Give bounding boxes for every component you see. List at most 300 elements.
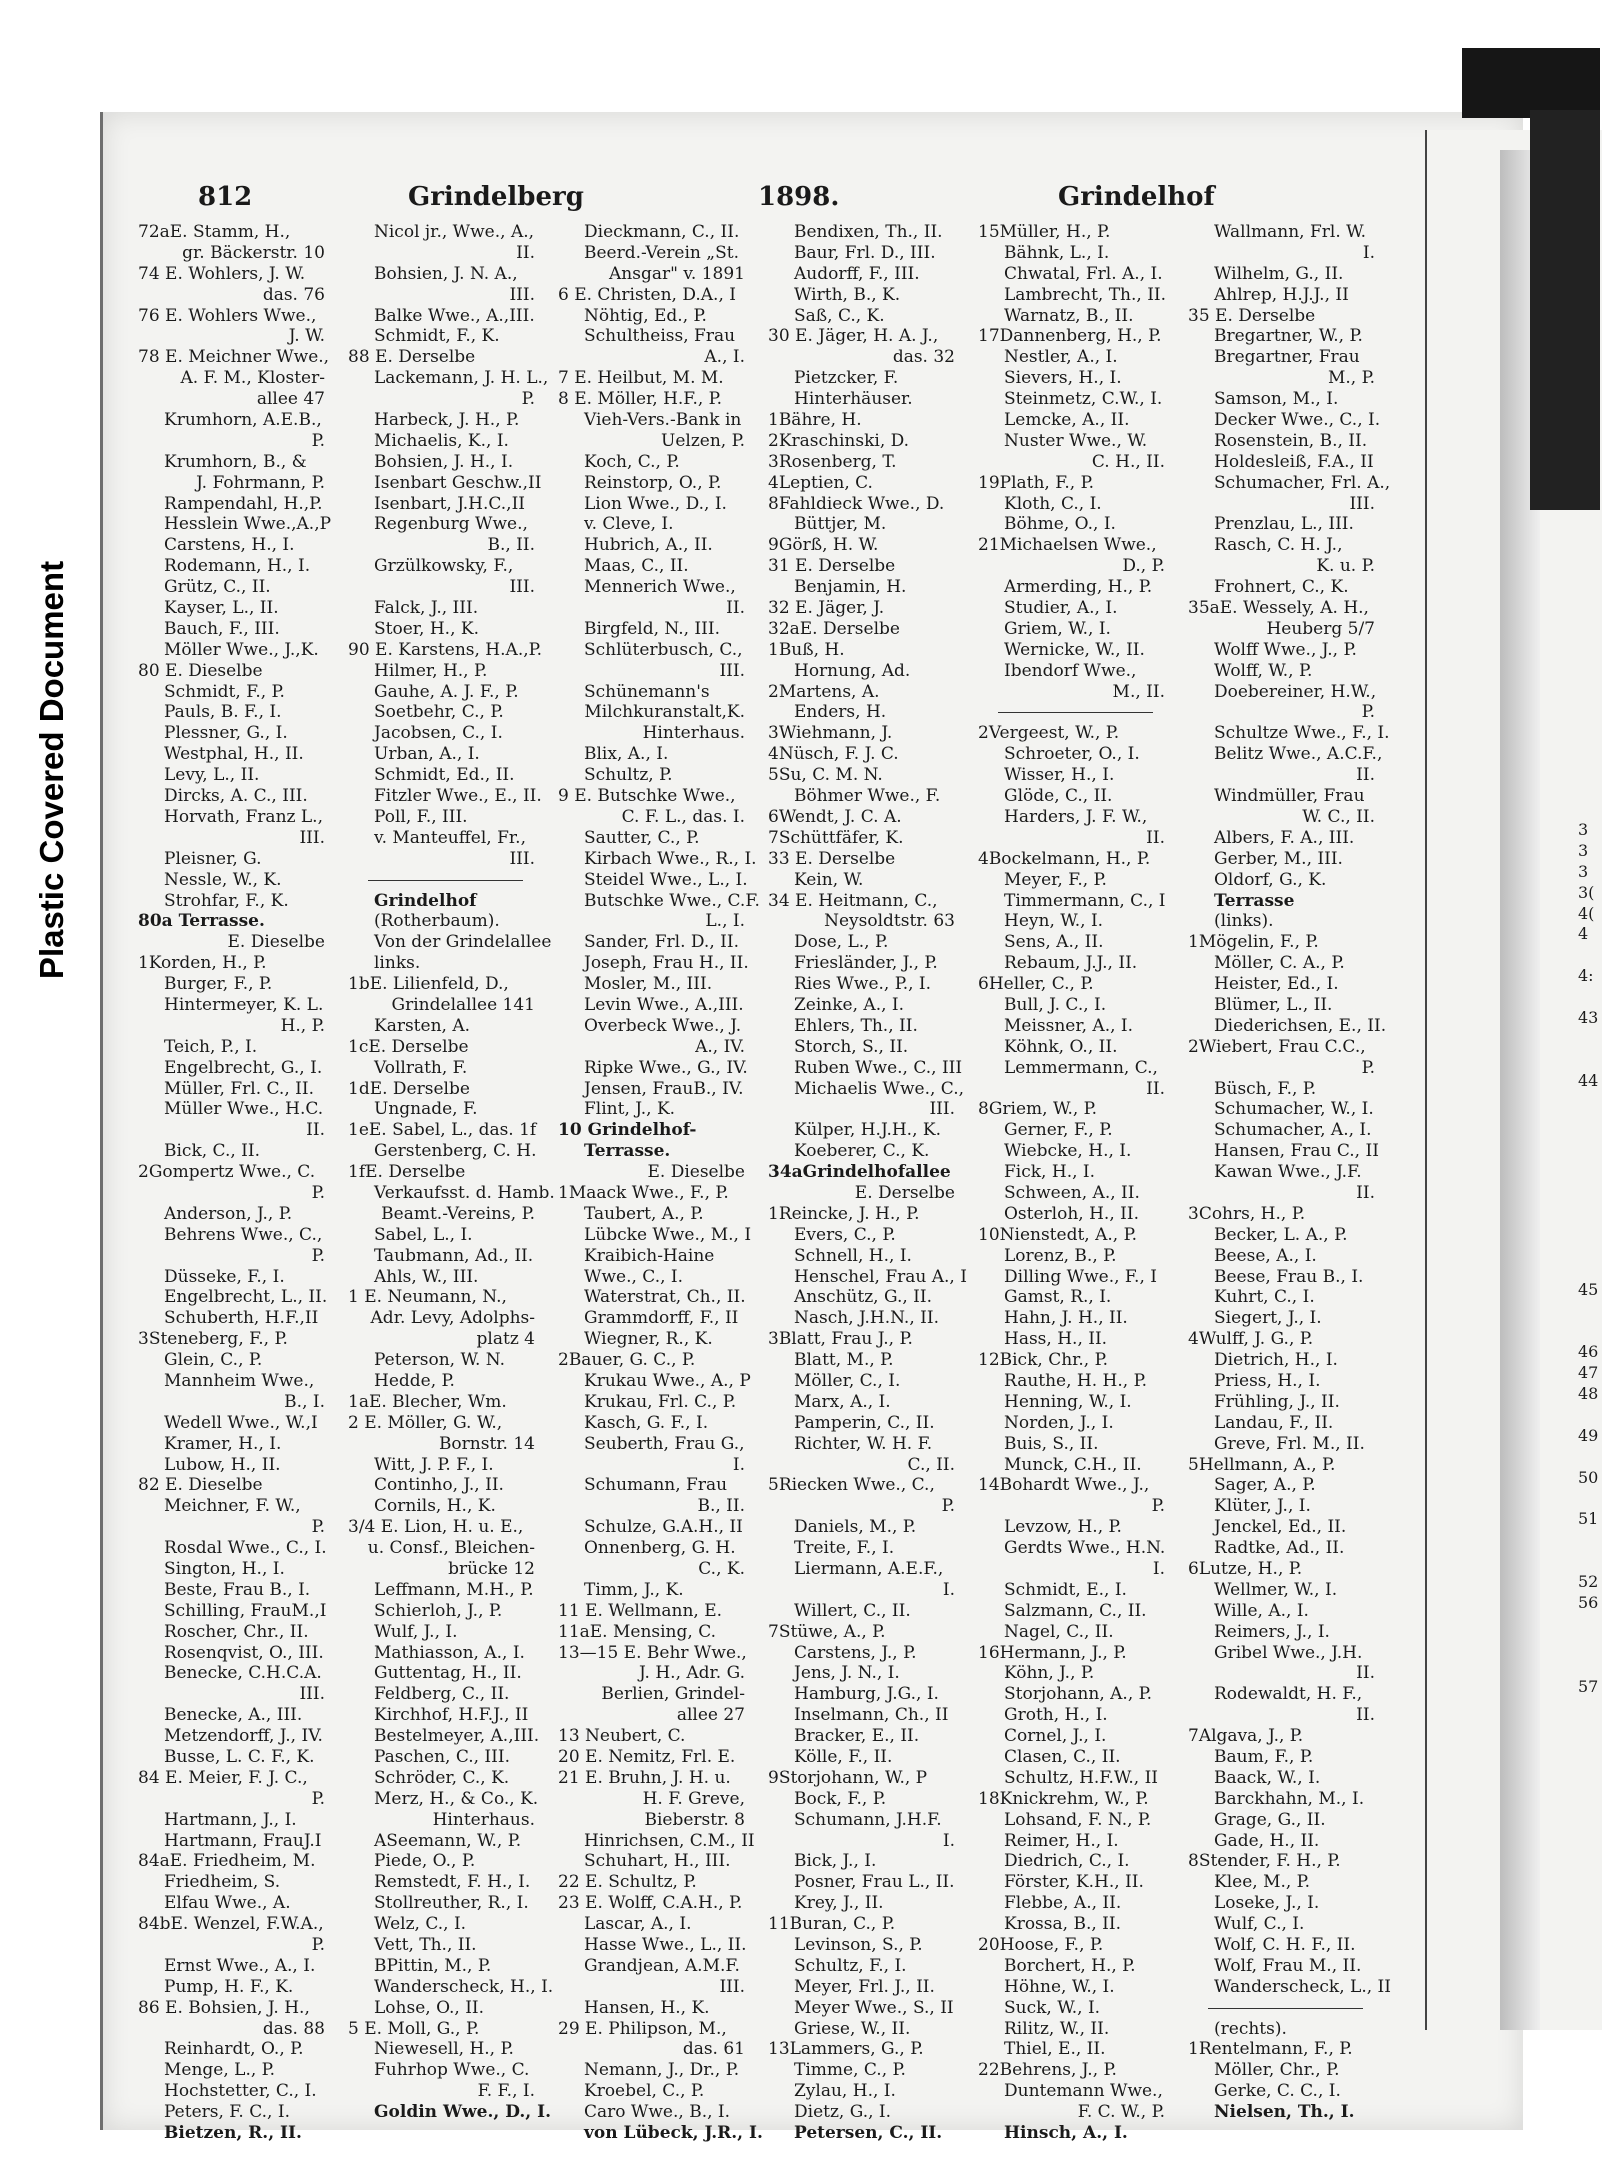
directory-entry: Köhnk, O., II. <box>1004 1036 1118 1057</box>
directory-entry: Thiel, E., II. <box>1004 2039 1106 2060</box>
directory-entry: 6Wendt, J. C. A. <box>768 806 902 827</box>
page-header <box>198 182 1378 216</box>
directory-entry: Rodewaldt, H. F., <box>1214 1684 1363 1705</box>
directory-entry: Koch, C., P. <box>584 451 680 472</box>
adjacent-page-number <box>1578 1656 1600 1677</box>
directory-entry: Westphal, H., II. <box>164 744 304 765</box>
directory-entry: 20 E. Nemitz, Frl. E. <box>558 1747 736 1768</box>
directory-entry: Enders, H. <box>794 702 887 723</box>
directory-entry: 14Bohardt Wwe., J., <box>978 1475 1150 1496</box>
directory-entry: 16Hermann, J., P. <box>978 1642 1127 1663</box>
column-2 <box>348 222 553 2123</box>
section-rule <box>978 702 1183 723</box>
adjacent-page-number <box>1578 1050 1600 1071</box>
directory-entry: B., I. <box>284 1391 325 1412</box>
directory-entry: Kloth, C., I. <box>1004 493 1102 514</box>
directory-entry: Hinterhaus. <box>432 1809 535 1830</box>
directory-entry: Reinhardt, O., P. <box>164 2039 304 2060</box>
directory-entry: III. <box>1349 493 1375 514</box>
directory-entry: Harbeck, J. H., P. <box>374 410 520 431</box>
directory-entry: Remstedt, F. H., I. <box>374 1872 531 1893</box>
directory-entry: 6Heller, C., P. <box>978 974 1094 995</box>
directory-entry: Wiebcke, H., I. <box>1004 1141 1132 1162</box>
directory-entry: Nöhtig, Ed., P. <box>584 305 707 326</box>
directory-entry: 78 E. Meichner Wwe., <box>138 347 330 368</box>
directory-entry: Schilling, FrauM.,I <box>164 1600 327 1621</box>
adjacent-page-number: 3 <box>1578 840 1589 860</box>
directory-entry: Warnatz, B., II. <box>1004 305 1134 326</box>
directory-entry: Storch, S., II. <box>794 1036 909 1057</box>
directory-entry: 2Bauer, G. C., P. <box>558 1350 696 1371</box>
directory-entry: 2Martens, A. <box>768 681 880 702</box>
directory-entry: Pauls, B. F., I. <box>164 702 282 723</box>
directory-entry: Baack, W., I. <box>1214 1767 1321 1788</box>
adjacent-page-number: 47 <box>1578 1363 1599 1383</box>
directory-entry: M., II. <box>1112 681 1165 702</box>
directory-entry: Gribel Wwe., J.H. <box>1214 1642 1363 1663</box>
directory-entry: Rauthe, H. H., P. <box>1004 1370 1147 1391</box>
adjacent-page-number <box>1578 1447 1600 1468</box>
directory-entry: II. <box>1146 1078 1165 1099</box>
adjacent-page-number <box>1578 1614 1600 1635</box>
directory-entry: Ries Wwe., P., I. <box>794 974 932 995</box>
directory-entry: C., II. <box>907 1454 955 1475</box>
directory-entry: 13 Neubert, C. <box>558 1726 686 1747</box>
directory-entry: 22 E. Schultz, P. <box>558 1872 697 1893</box>
directory-entry: 80 E. Dieselbe <box>138 660 263 681</box>
directory-entry: Horvath, Franz L., <box>164 806 323 827</box>
directory-entry: II. <box>726 598 745 619</box>
directory-entry: Merz, H., & Co., K. <box>374 1788 539 1809</box>
directory-entry: 2Vergeest, W., P. <box>978 723 1120 744</box>
directory-entry: Grindelhof <box>374 890 477 911</box>
directory-entry: 84 E. Meier, F. J. C., <box>138 1767 308 1788</box>
adjacent-page-number: 48 <box>1578 1384 1599 1404</box>
directory-entry: Ahlrep, H.J.J., II <box>1214 284 1349 305</box>
directory-entry: Neysoldtstr. 63 <box>824 911 955 932</box>
directory-entry: P. <box>1361 702 1375 723</box>
directory-entry: Schlüterbusch, C., <box>584 639 743 660</box>
directory-entry: Bestelmeyer, A.,III. <box>374 1726 540 1747</box>
directory-entry: Richter, W. H. F. <box>794 1433 933 1454</box>
directory-entry: P. <box>311 1182 325 1203</box>
directory-entry: Nuster Wwe., W. <box>1004 430 1148 451</box>
directory-entry: Gamst, R., I. <box>1004 1287 1112 1308</box>
directory-entry: 3Wiehmann, J. <box>768 723 893 744</box>
directory-entry: Nicol jr., Wwe., A., <box>374 222 535 242</box>
directory-entry: Goldin Wwe., D., I. <box>374 2102 551 2123</box>
header-right-title: Grindelhof <box>1058 182 1215 212</box>
directory-entry: K. u. P. <box>1316 556 1375 577</box>
adjacent-page-number <box>1578 1133 1600 1154</box>
directory-entry: Hintermeyer, K. L. <box>164 994 324 1015</box>
directory-entry: W. C., II. <box>1302 806 1375 827</box>
directory-entry: II. <box>1356 1705 1375 1726</box>
directory-entry: 74 E. Wohlers, J. W. <box>138 263 306 284</box>
directory-entry: Vieh-Vers.-Bank in <box>584 410 742 431</box>
directory-entry: Willert, C., II. <box>794 1600 911 1621</box>
directory-entry: platz 4 <box>476 1329 535 1350</box>
directory-entry: III. <box>929 1099 955 1120</box>
directory-entry: Reimers, J., I. <box>1214 1621 1330 1642</box>
directory-entry: Falck, J., III. <box>374 598 479 619</box>
directory-entry: Feldberg, C., II. <box>374 1684 510 1705</box>
directory-entry: Hinterhäuser. <box>794 389 913 410</box>
directory-entry: Isenbart Geschw.,II <box>374 472 542 493</box>
directory-entry: I. <box>1362 242 1375 263</box>
directory-entry: Saß, C., K. <box>794 305 885 326</box>
directory-entry: Jensen, FrauB., IV. <box>584 1078 744 1099</box>
directory-entry: Bock, F., P. <box>794 1788 887 1809</box>
directory-entry: Baur, Frl. D., III. <box>794 242 936 263</box>
directory-entry: Friesländer, J., P. <box>794 953 938 974</box>
directory-entry: 3Rosenberg, T. <box>768 451 897 472</box>
directory-entry: Reimer, H., I. <box>1004 1830 1119 1851</box>
directory-entry: Möller Wwe., J.,K. <box>164 639 319 660</box>
directory-entry: Schulze, G.A.H., II <box>584 1517 743 1538</box>
directory-entry: Bornstr. 14 <box>438 1433 535 1454</box>
adjacent-page-number <box>1578 987 1600 1008</box>
directory-entry: 2Wiebert, Frau C.C., <box>1188 1036 1366 1057</box>
page-number: 812 <box>198 182 253 212</box>
directory-entry: 2 E. Möller, G. W., <box>348 1412 503 1433</box>
directory-entry: Lubow, H., II. <box>164 1454 281 1475</box>
directory-entry: Roscher, Chr., II. <box>164 1621 309 1642</box>
directory-entry: Sington, H., I. <box>164 1559 285 1579</box>
directory-entry: 32 E. Jäger, J. <box>768 598 885 619</box>
directory-entry: Poll, F., III. <box>374 806 468 827</box>
directory-entry: Hubrich, A., II. <box>584 535 713 556</box>
directory-entry: Ibendorf Wwe., <box>1004 660 1137 681</box>
directory-entry: Sager, A., P. <box>1214 1475 1316 1496</box>
directory-entry: 3Steneberg, F., P. <box>138 1329 288 1350</box>
directory-entry: P. <box>311 1517 325 1538</box>
directory-entry: Krossa, B., II. <box>1004 1914 1121 1935</box>
directory-entry: Wolf, Frau M., II. <box>1214 1955 1362 1976</box>
directory-entry: Dilling Wwe., F., I <box>1004 1266 1157 1287</box>
directory-entry: Clasen, C., II. <box>1004 1747 1121 1768</box>
directory-entry: P. <box>311 1788 325 1809</box>
directory-page <box>100 112 1523 2144</box>
directory-entry: M., P. <box>1327 368 1375 389</box>
directory-entry: Beamt.-Vereins, P. <box>381 1203 535 1224</box>
directory-entry: Kayser, L., II. <box>164 598 279 619</box>
directory-entry: Rampendahl, H.,P. <box>164 493 323 514</box>
directory-entry: Kirchhof, H.F.J., II <box>374 1705 529 1726</box>
directory-entry: 7 E. Heilbut, M. M. <box>558 368 724 389</box>
directory-entry: Lohsand, F. N., P. <box>1004 1809 1152 1830</box>
directory-entry: A., IV. <box>695 1036 745 1057</box>
directory-entry: Audorff, F., III. <box>794 263 920 284</box>
directory-entry: Gerber, M., III. <box>1214 848 1343 869</box>
directory-entry: Kramer, H., I. <box>164 1433 282 1454</box>
directory-entry: I. <box>732 1454 745 1475</box>
adjacent-page-number <box>1578 1259 1600 1280</box>
adjacent-page-number: 50 <box>1578 1467 1599 1487</box>
directory-entry: Salzmann, C., II. <box>1004 1600 1147 1621</box>
directory-entry: 6 E. Christen, D.A., I <box>558 284 736 305</box>
directory-entry: Nagel, C., II. <box>1004 1621 1114 1642</box>
directory-entry: Flebbe, A., II. <box>1004 1893 1122 1914</box>
directory-entry: Hamburg, J.G., I. <box>794 1684 939 1705</box>
directory-entry: Harders, J. F. W., <box>1004 806 1148 827</box>
directory-entry: Schultheiss, Frau <box>584 326 736 347</box>
directory-entry: Bregartner, W., P. <box>1214 326 1363 347</box>
directory-entry: 86 E. Bohsien, J. H., <box>138 1997 310 2018</box>
directory-entry: F. C. W., P. <box>1077 2102 1165 2123</box>
directory-entry: 84bE. Wenzel, F.W.A., <box>138 1914 324 1935</box>
directory-entry: 4Leptien, C. <box>768 472 873 493</box>
directory-entry: Maas, C., II. <box>584 556 689 577</box>
directory-entry: Düsseke, F., I. <box>164 1266 285 1287</box>
directory-entry: H., P. <box>280 1015 325 1036</box>
directory-entry: Krukau Wwe., A., P <box>584 1370 751 1391</box>
directory-entry: Reinstorp, O., P. <box>584 472 722 493</box>
directory-entry: Albers, F. A., III. <box>1214 827 1355 848</box>
directory-entry: Bauch, F., III. <box>164 618 280 639</box>
directory-entry: Wirth, B., K. <box>794 284 901 305</box>
directory-entry: Lemcke, A., II. <box>1004 410 1130 431</box>
column-3 <box>558 222 763 2144</box>
directory-entry: Nestler, A., I. <box>1004 347 1118 368</box>
directory-entry: Dircks, A. C., III. <box>164 786 308 807</box>
directory-entry: Schmidt, F., P. <box>164 681 285 702</box>
adjacent-page-number: 43 <box>1578 1008 1599 1028</box>
directory-entry: Bick, C., II. <box>164 1141 261 1162</box>
adjacent-page-number: 51 <box>1578 1509 1599 1529</box>
directory-entry: Wwe., C., I. <box>584 1266 684 1287</box>
directory-entry: Landau, F., II. <box>1214 1412 1334 1433</box>
adjacent-page-number <box>1578 1112 1600 1133</box>
directory-entry: Burger, F., P. <box>164 974 273 995</box>
directory-entry: III. <box>509 848 535 869</box>
directory-entry: Bendixen, Th., II. <box>794 222 943 242</box>
directory-entry: 8Griem, W., P. <box>978 1099 1098 1120</box>
directory-entry: Wanderscheck, H., I. <box>374 1976 554 1997</box>
directory-entry: Rebaum, J.J., II. <box>1004 953 1138 974</box>
directory-entry: Dieckmann, C., II. <box>584 222 740 242</box>
directory-entry: Soetbehr, C., P. <box>374 702 504 723</box>
directory-entry: Uelzen, P. <box>661 430 745 451</box>
directory-entry: J. Fohrmann, P. <box>196 472 325 493</box>
directory-entry: Bähnk, L., I. <box>1004 242 1110 263</box>
directory-entry: 5Su, C. M. N. <box>768 765 883 786</box>
directory-entry: Von der Grindelallee <box>374 932 552 953</box>
directory-entry: das. 32 <box>892 347 955 368</box>
directory-entry: Baum, F., P. <box>1214 1747 1314 1768</box>
directory-entry: Bieberstr. 8 <box>644 1809 745 1830</box>
directory-entry: Karsten, A. <box>374 1015 471 1036</box>
directory-entry: 1dE. Derselbe <box>348 1078 470 1099</box>
directory-entry: Beese, A., I. <box>1214 1245 1317 1266</box>
directory-entry: 7Stüwe, A., P. <box>768 1621 886 1642</box>
adjacent-page-number <box>1578 1175 1600 1196</box>
directory-entry: 20Hoose, F., P. <box>978 1935 1104 1956</box>
directory-entry: Lascar, A., I. <box>584 1914 692 1935</box>
directory-entry: Evers, C., P. <box>794 1224 896 1245</box>
directory-entry: 5Hellmann, A., P. <box>1188 1454 1336 1475</box>
directory-entry: Anschütz, G., II. <box>794 1287 932 1308</box>
directory-entry: (links). <box>1214 911 1274 932</box>
directory-entry: Norden, J., I. <box>1004 1412 1114 1433</box>
directory-entry: Menge, L., P. <box>164 2060 276 2081</box>
directory-entry: III. <box>299 827 325 848</box>
directory-entry: Berlien, Grindel- <box>601 1684 745 1705</box>
directory-entry: Bick, J., I. <box>794 1851 877 1872</box>
directory-entry: Wisser, H., I. <box>1004 765 1115 786</box>
directory-entry: Adr. Levy, Adolphs- <box>370 1308 535 1329</box>
directory-entry: Grandjean, A.M.F. <box>584 1955 740 1976</box>
directory-entry: Kroebel, C., P. <box>584 2081 705 2102</box>
directory-entry: Sievers, H., I. <box>1004 368 1122 389</box>
directory-entry: Büsch, F., P. <box>1214 1078 1317 1099</box>
directory-entry: 1fE. Derselbe <box>348 1162 466 1183</box>
directory-entry: Jens, J. N., I. <box>794 1663 900 1684</box>
directory-entry: Piede, O., P. <box>374 1851 476 1872</box>
directory-entry: 18Knickrehm, W., P. <box>978 1788 1149 1809</box>
directory-entry: Wille, A., I. <box>1214 1600 1309 1621</box>
directory-entry: Benecke, A., III. <box>164 1705 303 1726</box>
directory-entry: Posner, Frau L., II. <box>794 1872 955 1893</box>
directory-entry: Hesslein Wwe.,A.,P <box>164 514 332 535</box>
directory-entry: Teich, P., I. <box>164 1036 258 1057</box>
directory-entry: Stollreuther, R., I. <box>374 1893 529 1914</box>
directory-entry: Greve, Frl. M., II. <box>1214 1433 1365 1454</box>
directory-entry: B., II. <box>487 535 535 556</box>
directory-entry: Ungnade, F. <box>374 1099 478 1120</box>
directory-entry: 29 E. Philipson, M., <box>558 2018 727 2039</box>
directory-entry: Kasch, G. F., I. <box>584 1412 709 1433</box>
directory-entry: Förster, K.H., II. <box>1004 1872 1144 1893</box>
directory-entry: Joseph, Frau H., II. <box>584 953 749 974</box>
directory-entry: Storjohann, A., P. <box>1004 1684 1153 1705</box>
directory-entry: Osterloh, H., II. <box>1004 1203 1139 1224</box>
section-rule <box>1188 1998 1393 2019</box>
directory-entry: 1Korden, H., P. <box>138 953 267 974</box>
directory-entry: Doebereiner, H.W., <box>1214 681 1377 702</box>
directory-entry: links. <box>374 953 421 974</box>
directory-entry: das. 61 <box>682 2039 745 2060</box>
directory-entry: Müller, Frl. C., II. <box>164 1078 314 1099</box>
directory-entry: Schmidt, Ed., II. <box>374 765 515 786</box>
directory-entry: Möller, C., I. <box>794 1370 901 1391</box>
directory-entry: Krukau, Frl. C., P. <box>584 1391 737 1412</box>
directory-entry: Müller Wwe., H.C. <box>164 1099 324 1120</box>
adjacent-page-number <box>1578 1530 1600 1551</box>
directory-entry: Hinsch, A., I. <box>1004 2123 1128 2144</box>
directory-entry: C. F. L., das. I. <box>621 806 745 827</box>
directory-entry: Engelbrecht, L., II. <box>164 1287 328 1308</box>
directory-entry: Wallmann, Frl. W. <box>1214 222 1367 242</box>
directory-entry: Priess, H., I. <box>1214 1370 1321 1391</box>
directory-entry: Rosenqvist, O., III. <box>164 1642 324 1663</box>
directory-entry: Sens, A., II. <box>1004 932 1104 953</box>
directory-entry: Jenckel, Ed., II. <box>1214 1517 1347 1538</box>
directory-entry: Birgfeld, N., III. <box>584 618 720 639</box>
directory-entry: Diederichsen, E., II. <box>1214 1015 1387 1036</box>
directory-entry: Grindelallee 141 <box>391 994 535 1015</box>
directory-entry: Busse, L. C. F., K. <box>164 1747 315 1768</box>
directory-entry: 5 E. Moll, G., P. <box>348 2018 480 2039</box>
directory-entry: Lemmermann, C., <box>1004 1057 1158 1078</box>
directory-entry: Mathiasson, A., I. <box>374 1642 525 1663</box>
directory-entry: 11 E. Wellmann, E. <box>558 1600 723 1621</box>
directory-entry: Ripke Wwe., G., IV. <box>584 1057 748 1078</box>
directory-entry: Büttjer, M. <box>794 514 887 535</box>
directory-entry: 32aE. Derselbe <box>768 618 900 639</box>
directory-entry: Groth, H., I. <box>1004 1705 1108 1726</box>
directory-entry: Pamperin, C., II. <box>794 1412 935 1433</box>
directory-entry: Belitz Wwe., A.C.F., <box>1214 744 1383 765</box>
directory-entry: Blatt, M., P. <box>794 1350 894 1371</box>
directory-entry: Rasch, C. H. J., <box>1214 535 1343 556</box>
directory-entry: Bohsien, J. H., I. <box>374 451 514 472</box>
directory-entry: Fuhrhop Wwe., C. <box>374 2060 530 2081</box>
directory-entry: Wernicke, W., II. <box>1004 639 1145 660</box>
directory-entry: Continho, J., II. <box>374 1475 504 1496</box>
directory-entry: Heyn, W., I. <box>1004 911 1104 932</box>
directory-entry: 1Maack Wwe., F., P. <box>558 1182 729 1203</box>
directory-entry: Becker, L. A., P. <box>1214 1224 1348 1245</box>
directory-entry: Lackemann, J. H. L., <box>374 368 549 389</box>
directory-entry: Terrasse. <box>584 1141 671 1162</box>
directory-entry: D., P. <box>1122 556 1165 577</box>
directory-entry: Schumacher, Frl. A., <box>1214 472 1391 493</box>
directory-entry: Blümer, L., II. <box>1214 994 1333 1015</box>
directory-entry: 2Kraschinski, D. <box>768 430 910 451</box>
directory-entry: Ernst Wwe., A., I. <box>164 1955 316 1976</box>
directory-entry: Hornung, Ad. <box>794 660 911 681</box>
directory-entry: Nasch, J.H.N., II. <box>794 1308 939 1329</box>
directory-entry: 1aE. Blecher, Wm. <box>348 1391 507 1412</box>
directory-entry: Witt, J. P. F., I. <box>374 1454 494 1475</box>
directory-entry: Gerdts Wwe., H.N. <box>1004 1538 1166 1559</box>
directory-entry: 15Müller, H., P. <box>978 222 1111 242</box>
adjacent-page-number: 3( <box>1578 882 1595 902</box>
directory-entry: II. <box>1356 1663 1375 1684</box>
directory-entry: Meyer, Frl. J., II. <box>794 1976 935 1997</box>
directory-entry: Anderson, J., P. <box>164 1203 293 1224</box>
directory-entry: Guttentag, H., II. <box>374 1663 522 1684</box>
directory-entry: Krumhorn, A.E.B., <box>164 410 322 431</box>
directory-entry: Paschen, C., III. <box>374 1747 510 1768</box>
directory-entry: Wanderscheck, L., II <box>1214 1976 1391 1997</box>
directory-entry: Griese, W., II. <box>794 2018 911 2039</box>
directory-entry: 8Fahldieck Wwe., D. <box>768 493 945 514</box>
directory-entry: Michaelis Wwe., C., <box>794 1078 965 1099</box>
directory-entry: Jacobsen, C., I. <box>374 723 503 744</box>
directory-entry: Rodemann, H., I. <box>164 556 311 577</box>
directory-entry: 4Bockelmann, H., P. <box>978 848 1151 869</box>
directory-entry: gr. Bäckerstr. 10 <box>182 242 325 263</box>
directory-entry: Koeberer, C., K. <box>794 1141 930 1162</box>
directory-entry: v. Manteuffel, Fr., <box>374 827 526 848</box>
directory-entry: P. <box>311 1245 325 1266</box>
directory-entry: Glein, C., P. <box>164 1350 263 1371</box>
directory-entry: Welz, C., I. <box>374 1914 467 1935</box>
directory-entry: Vollrath, F. <box>374 1057 468 1078</box>
directory-entry: Onnenberg, G. H. <box>584 1538 736 1559</box>
adjacent-page-number <box>1578 1300 1600 1321</box>
directory-entry: Glöde, C., II. <box>1004 786 1113 807</box>
directory-entry: Chwatal, Frl. A., I. <box>1004 263 1163 284</box>
directory-entry: Bracker, E., II. <box>794 1726 920 1747</box>
directory-entry: Barckhahn, M., I. <box>1214 1788 1365 1809</box>
directory-entry: 10 Grindelhof- <box>558 1120 697 1141</box>
adjacent-page-number <box>1578 1217 1600 1238</box>
directory-entry: Rosenstein, B., II. <box>1214 430 1368 451</box>
directory-entry: 84aE. Friedheim, M. <box>138 1851 316 1872</box>
